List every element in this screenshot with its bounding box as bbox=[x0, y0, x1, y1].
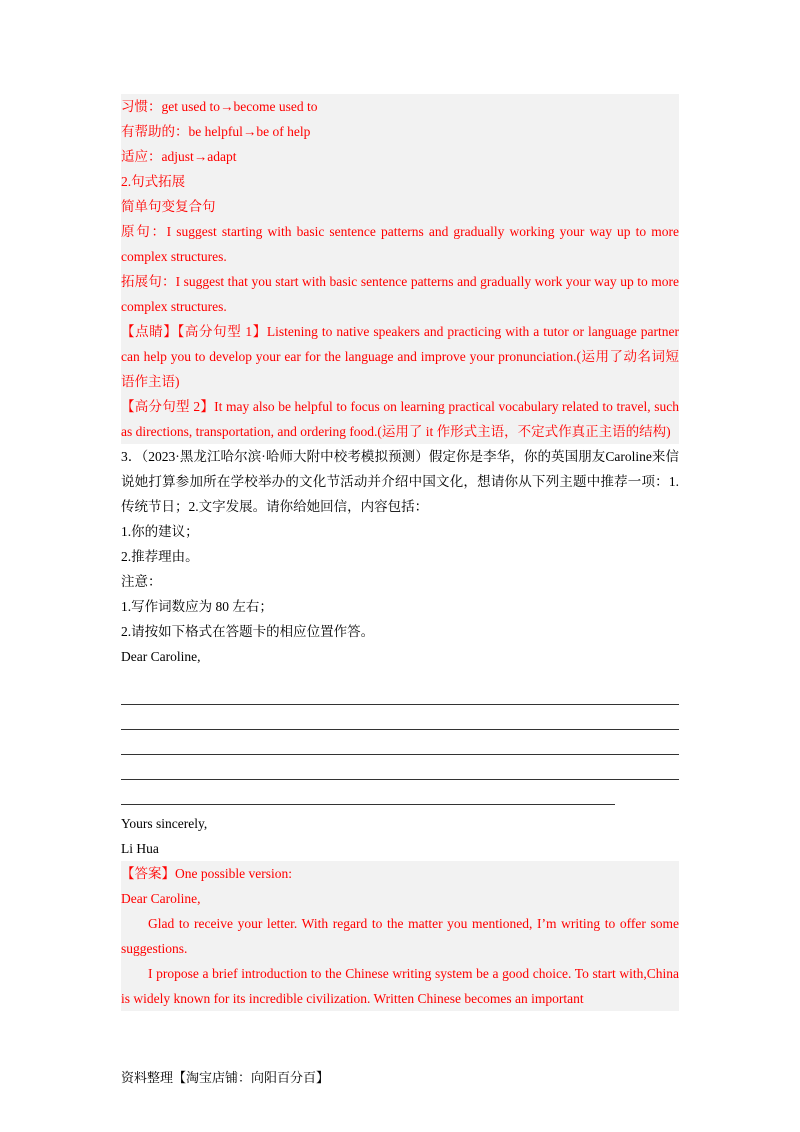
page-footer: 资料整理【淘宝店铺：向阳百分百】 bbox=[121, 1070, 330, 1085]
requirement-2: 2.推荐理由。 bbox=[121, 549, 199, 564]
note-2: 2.请按如下格式在答题卡的相应位置作答。 bbox=[121, 624, 375, 639]
question-block bbox=[121, 444, 679, 861]
expanded-sentence: 拓展句：I suggest that you start with basic sentence patterns and gradually work your way up to more complex structures. bbox=[121, 274, 679, 314]
writing-line bbox=[121, 730, 679, 755]
answer-block bbox=[121, 861, 679, 1011]
vocab-adapt: 适应：adjust→adapt bbox=[121, 149, 237, 164]
writing-line bbox=[121, 680, 679, 705]
note-1: 1.写作词数应为 80 左右； bbox=[121, 599, 273, 614]
writing-line bbox=[121, 780, 615, 805]
letter-signature: Li Hua bbox=[121, 841, 159, 856]
writing-line bbox=[121, 705, 679, 730]
page-content bbox=[121, 94, 679, 1011]
requirement-1: 1.你的建议； bbox=[121, 524, 199, 539]
letter-salutation: Dear Caroline, bbox=[121, 649, 201, 664]
answer-paragraph-1: Glad to receive your letter. With regard to the matter you mentioned, I’m writing to offer some suggestions. bbox=[121, 916, 679, 956]
highlight-point-2: 【高分句型 2】It may also be helpful to focus on learning practical vocabulary related to travel, such as directions, transportation, and ordering food.(运用了 it 作形式主语，不定式作真正主语的结构) bbox=[121, 399, 679, 439]
analysis-block bbox=[121, 94, 679, 444]
writing-line bbox=[121, 755, 679, 780]
answer-label: 【答案】One possible version: bbox=[121, 866, 292, 881]
question-prompt: 3．（2023·黑龙江哈尔滨·哈师大附中校考模拟预测）假定你是李华，你的英国朋友Caroline来信说她打算参加所在学校举办的文化节活动并介绍中国文化，想请你从下列主题中推荐一项：1.传统节日；2.文字发展。请你给她回信，内容包括： bbox=[121, 449, 679, 514]
letter-closing: Yours sincerely, bbox=[121, 816, 208, 831]
note-label: 注意： bbox=[121, 574, 162, 589]
vocab-helpful: 有帮助的：be helpful→be of help bbox=[121, 124, 311, 139]
answer-paragraph-2: I propose a brief introduction to the Chinese writing system be a good choice. To start with,China is widely known for its incredible civilization. Written Chinese becomes an important bbox=[121, 966, 679, 1006]
pattern-heading: 2.句式拓展 bbox=[121, 174, 186, 189]
answer-salutation: Dear Caroline, bbox=[121, 891, 201, 906]
highlight-point-1: 【点睛】【高分句型 1】Listening to native speakers and practicing with a tutor or language partner can help you to develop your ear for the language and improve your pronunciation.(运用了动名词短语作主语) bbox=[121, 324, 679, 389]
original-sentence: 原句：I suggest starting with basic sentence patterns and gradually working your way up to more complex structures. bbox=[121, 224, 679, 264]
pattern-subheading: 简单句变复合句 bbox=[121, 199, 216, 214]
vocab-habit: 习惯：get used to→become used to bbox=[121, 99, 318, 114]
answer-lines bbox=[121, 669, 679, 811]
